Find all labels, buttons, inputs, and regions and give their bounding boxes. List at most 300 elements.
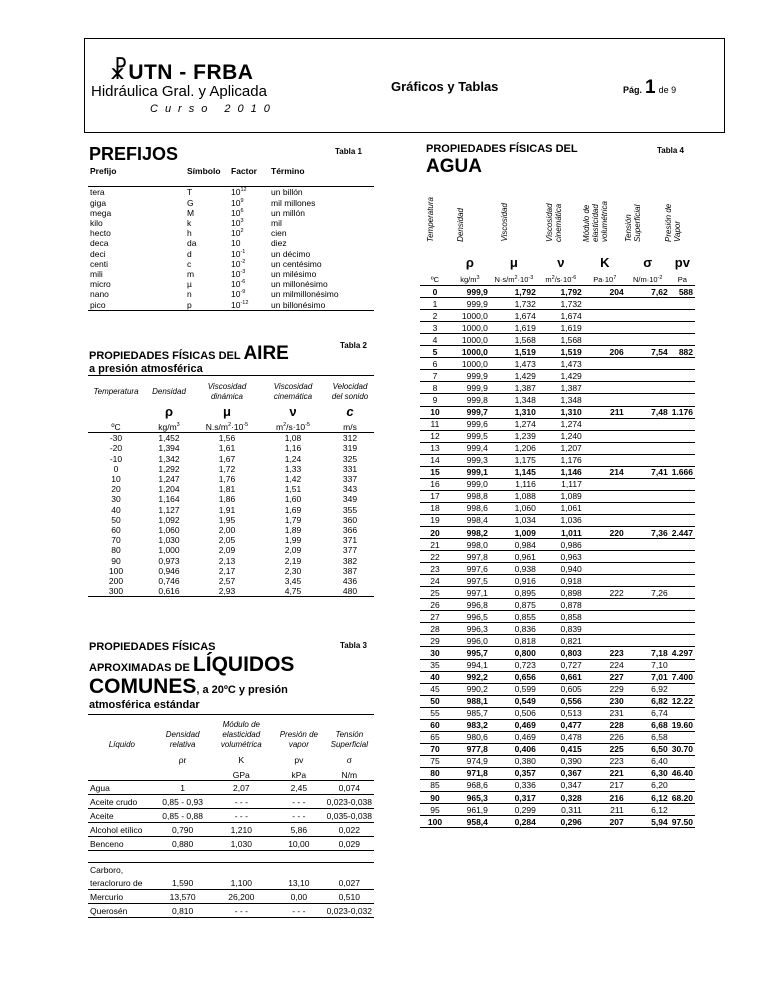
air-sound-speed: 355 xyxy=(342,504,358,515)
t3-rule xyxy=(88,714,374,715)
water-vapor-pressure: 1.666 xyxy=(671,467,693,478)
prefix-factor: $10^{-2}$ xyxy=(231,258,246,269)
liquid-surface-tension: 0,027 xyxy=(325,876,374,890)
t4-header: Viscosidad cinemática xyxy=(545,203,563,242)
air-density: 1,204 xyxy=(158,484,180,495)
water-temperature: 80 xyxy=(420,767,450,779)
water-surface-tension xyxy=(626,490,670,502)
prefix-term: un décimo xyxy=(271,248,311,259)
water-kin-viscosity: 0,415 xyxy=(538,743,584,755)
water-vapor-pressure xyxy=(670,611,695,623)
table-row xyxy=(420,767,695,779)
liquid-vapor-pressure: 13,10 xyxy=(273,876,325,890)
water-surface-tension: 7,18 xyxy=(626,647,670,659)
rho-symbol: ρ xyxy=(465,255,474,270)
water-vapor-pressure: 588 xyxy=(670,286,695,298)
water-viscosity: 1,145 xyxy=(490,466,538,478)
water-modulus xyxy=(584,454,626,466)
water-kin-viscosity: 1,146 xyxy=(538,466,584,478)
air-sound-speed: 382 xyxy=(342,555,358,566)
table-row xyxy=(420,647,695,659)
header-logo: ☧UTN - FRBA xyxy=(109,58,254,85)
water-modulus: 214 xyxy=(584,466,626,478)
liquid-surface-tension xyxy=(325,863,374,877)
water-vapor-pressure xyxy=(670,575,695,587)
water-kin-viscosity: 1,117 xyxy=(538,478,584,490)
air-density: 1,452 xyxy=(158,433,180,444)
rho-symbol: ρ xyxy=(164,404,174,419)
water-kin-viscosity: 0,311 xyxy=(538,804,584,816)
water-temperature: 28 xyxy=(420,623,450,635)
liquid-modulus xyxy=(210,863,274,877)
header-section: Gráficos y Tablas xyxy=(391,79,499,94)
t2-header: Temperatura xyxy=(93,387,139,396)
water-density: 997,8 xyxy=(450,551,490,563)
water-temperature: 8 xyxy=(420,382,450,394)
water-temperature: 95 xyxy=(420,804,450,816)
air-kin-viscosity: 1,69 xyxy=(284,504,302,515)
air-dyn-viscosity: 2,57 xyxy=(218,575,236,586)
water-surface-tension xyxy=(626,310,670,322)
t3-symbol: σ xyxy=(346,755,352,765)
liquid-density: 0,810 xyxy=(156,904,210,918)
table-row xyxy=(420,539,695,551)
liquid-vapor-pressure: 2,45 xyxy=(273,781,325,795)
header-subtitle: Hidráulica Gral. y Aplicada xyxy=(91,83,267,100)
air-sound-speed: 436 xyxy=(342,575,358,586)
water-surface-tension: 7,10 xyxy=(626,659,670,671)
water-density: 997,1 xyxy=(450,587,490,599)
water-kin-viscosity: 0,296 xyxy=(538,816,584,828)
water-vapor-pressure xyxy=(670,623,695,635)
prefix-name: centi xyxy=(90,258,108,269)
water-modulus xyxy=(584,623,626,635)
air-temperature: 50 xyxy=(111,514,121,525)
water-vapor-pressure xyxy=(670,779,695,791)
water-density: 996,0 xyxy=(450,635,490,647)
water-viscosity: 1,239 xyxy=(490,430,538,442)
water-surface-tension xyxy=(626,430,670,442)
water-temperature: 17 xyxy=(420,490,450,502)
liquid-density: 1,590 xyxy=(156,876,210,890)
table-row xyxy=(420,719,695,731)
prefix-name: giga xyxy=(90,197,107,208)
table-row xyxy=(420,792,695,804)
water-viscosity: 0,800 xyxy=(490,647,538,659)
water-density: 996,3 xyxy=(450,623,490,635)
water-viscosity: 1,568 xyxy=(490,334,538,346)
water-density: 998,2 xyxy=(450,526,490,538)
water-surface-tension xyxy=(626,370,670,382)
water-viscosity: 0,299 xyxy=(490,804,538,816)
water-temperature: 0 xyxy=(420,286,450,298)
water-kin-viscosity: 1,176 xyxy=(538,454,584,466)
prefix-factor: $10^{-9}$ xyxy=(231,289,246,300)
liquid-vapor-pressure: 0,00 xyxy=(273,890,325,904)
water-kin-viscosity: 1,036 xyxy=(538,514,584,526)
air-dyn-viscosity: 1,86 xyxy=(218,494,236,505)
air-density: 0,946 xyxy=(158,565,180,576)
spacer-row xyxy=(88,851,374,863)
water-viscosity: 1,792 xyxy=(490,286,538,298)
water-vapor-pressure xyxy=(670,382,695,394)
water-viscosity: 0,336 xyxy=(490,779,538,791)
t3-unit: N/m xyxy=(325,770,374,781)
table-row xyxy=(88,545,374,555)
air-dyn-viscosity: 2,09 xyxy=(218,545,236,556)
water-density: 1000,0 xyxy=(450,334,490,346)
water-temperature: 16 xyxy=(420,478,450,490)
t3-header: Presión de vapor xyxy=(279,730,318,749)
t2-unit: $N.s/m^2\cdot 10^{-5}$ xyxy=(194,422,260,433)
liquid-vapor-pressure: - - - xyxy=(273,904,325,918)
prefix-term: un milmillonésimo xyxy=(271,289,339,300)
air-kin-viscosity: 1,79 xyxy=(284,514,302,525)
water-kin-viscosity: 1,473 xyxy=(538,358,584,370)
table-row xyxy=(88,525,374,535)
water-modulus: 231 xyxy=(584,707,626,719)
table-row xyxy=(420,659,695,671)
prefix-symbol: d xyxy=(187,248,192,259)
air-dyn-viscosity: 2,00 xyxy=(218,524,236,535)
water-kin-viscosity: 0,986 xyxy=(538,539,584,551)
air-density: 1,127 xyxy=(158,504,180,515)
air-density: 1,164 xyxy=(158,494,180,505)
water-temperature: 55 xyxy=(420,707,450,719)
water-density: 968,6 xyxy=(450,779,490,791)
water-surface-tension xyxy=(626,563,670,575)
liquid-modulus: 1,100 xyxy=(210,876,274,890)
water-modulus xyxy=(584,563,626,575)
table-row xyxy=(420,382,695,394)
water-kin-viscosity: 0,328 xyxy=(538,792,584,804)
liquid-vapor-pressure xyxy=(273,863,325,877)
prefix-term: un millón xyxy=(271,207,306,218)
water-viscosity: 1,387 xyxy=(490,382,538,394)
water-viscosity: 1,175 xyxy=(490,454,538,466)
air-sound-speed: 480 xyxy=(326,586,374,597)
water-density: 990,2 xyxy=(450,683,490,695)
air-temperature: 90 xyxy=(111,555,121,566)
t2-header: Viscosidad dinámica xyxy=(207,382,247,401)
table-row xyxy=(88,299,374,310)
water-surface-tension: 6,74 xyxy=(626,707,670,719)
water-modulus: 221 xyxy=(584,767,626,779)
t4-header: Viscosidad xyxy=(500,203,509,242)
water-viscosity: 0,469 xyxy=(490,719,538,731)
air-kin-viscosity: 4,75 xyxy=(260,586,326,597)
water-modulus xyxy=(584,599,626,611)
water-temperature: 21 xyxy=(420,539,450,551)
water-density: 965,3 xyxy=(450,792,490,804)
water-modulus: 217 xyxy=(584,779,626,791)
air-kin-viscosity: 1,99 xyxy=(284,535,302,546)
liquid-name: Aceite xyxy=(88,809,156,823)
t1-tag: Tabla 1 xyxy=(335,147,362,156)
water-viscosity: 0,317 xyxy=(490,792,538,804)
water-modulus xyxy=(584,502,626,514)
prefix-factor: $10^9$ xyxy=(231,197,244,208)
water-vapor-pressure xyxy=(670,334,695,346)
water-density: 983,2 xyxy=(450,719,490,731)
water-temperature: 70 xyxy=(420,743,450,755)
table-row xyxy=(88,208,374,218)
water-vapor-pressure xyxy=(670,502,695,514)
air-sound-speed: 387 xyxy=(342,565,358,576)
water-kin-viscosity: 0,803 xyxy=(538,647,584,659)
air-dyn-viscosity: 2,93 xyxy=(194,586,260,597)
air-temperature: 20 xyxy=(111,484,121,495)
water-modulus: 211 xyxy=(584,804,626,816)
table-row xyxy=(88,289,374,299)
air-dyn-viscosity: 1,95 xyxy=(218,514,236,525)
t1-header: Término xyxy=(271,166,305,177)
water-density: 996,8 xyxy=(450,599,490,611)
table-row xyxy=(88,904,374,918)
water-temperature: 27 xyxy=(420,611,450,623)
air-sound-speed: 343 xyxy=(342,484,358,495)
water-temperature: 7 xyxy=(420,370,450,382)
prefix-factor: $10^{-12}$ xyxy=(229,299,269,310)
water-temperature: 26 xyxy=(420,599,450,611)
air-kin-viscosity: 1,60 xyxy=(284,494,302,505)
water-viscosity: 1,060 xyxy=(490,502,538,514)
prefix-symbol: m xyxy=(187,268,195,279)
water-kin-viscosity: 1,011 xyxy=(538,526,584,538)
water-viscosity: 1,519 xyxy=(490,346,538,358)
water-kin-viscosity: 1,519 xyxy=(538,346,584,358)
water-vapor-pressure: 97.50 xyxy=(671,816,693,827)
prefix-factor: $10^6$ xyxy=(231,207,244,218)
liquid-surface-tension: 0,022 xyxy=(325,823,374,837)
water-kin-viscosity: 0,918 xyxy=(538,575,584,587)
water-surface-tension xyxy=(626,635,670,647)
water-density: 994,1 xyxy=(450,659,490,671)
water-surface-tension xyxy=(626,358,670,370)
table-row xyxy=(88,259,374,269)
table-row xyxy=(420,635,695,647)
air-temperature: -20 xyxy=(109,443,123,454)
water-modulus xyxy=(584,370,626,382)
water-vapor-pressure xyxy=(670,322,695,334)
liquid-vapor-pressure: 10,00 xyxy=(273,837,325,851)
water-modulus: 222 xyxy=(584,587,626,599)
liquid-surface-tension: 0,510 xyxy=(325,890,374,904)
water-vapor-pressure xyxy=(670,442,695,454)
water-modulus: 220 xyxy=(584,526,626,538)
prefix-term: un billonésimo xyxy=(269,299,374,310)
t3-tag: Tabla 3 xyxy=(340,641,367,650)
water-modulus xyxy=(584,298,626,310)
water-surface-tension: 6,92 xyxy=(626,683,670,695)
table-row xyxy=(420,551,695,563)
air-sound-speed: 360 xyxy=(342,514,358,525)
prefix-symbol: k xyxy=(187,218,192,229)
air-temperature: 70 xyxy=(111,535,121,546)
table-row xyxy=(88,218,374,228)
water-viscosity: 0,961 xyxy=(490,551,538,563)
water-kin-viscosity: 0,940 xyxy=(538,563,584,575)
table-row xyxy=(88,187,374,198)
water-vapor-pressure xyxy=(670,599,695,611)
water-vapor-pressure xyxy=(670,755,695,767)
table-row xyxy=(88,781,374,795)
table-row xyxy=(420,298,695,310)
water-kin-viscosity: 1,061 xyxy=(538,502,584,514)
water-viscosity: 1,034 xyxy=(490,514,538,526)
water-kin-viscosity: 0,821 xyxy=(538,635,584,647)
air-kin-viscosity: 1,89 xyxy=(284,524,302,535)
water-modulus: 226 xyxy=(584,731,626,743)
liquid-modulus: 1,210 xyxy=(210,823,274,837)
water-viscosity: 0,469 xyxy=(490,731,538,743)
air-sound-speed: 377 xyxy=(342,545,358,556)
water-density: 999,9 xyxy=(450,286,490,298)
water-modulus xyxy=(584,478,626,490)
t1-title: PREFIJOS xyxy=(89,144,179,164)
t4-unit: Pa xyxy=(670,274,695,286)
water-temperature: 14 xyxy=(420,454,450,466)
water-density: 999,1 xyxy=(450,466,490,478)
t4-unit: ºC xyxy=(420,274,450,286)
t3-title2: APROXIMADAS DE LÍQUIDOS xyxy=(89,653,295,676)
water-surface-tension xyxy=(626,551,670,563)
water-density: 1000,0 xyxy=(450,358,490,370)
water-modulus: 206 xyxy=(584,346,626,358)
water-temperature: 15 xyxy=(420,466,450,478)
liquid-vapor-pressure: - - - xyxy=(273,795,325,809)
water-kin-viscosity: 0,727 xyxy=(538,659,584,671)
air-temperature: 300 xyxy=(88,586,144,597)
water-density: 997,5 xyxy=(450,575,490,587)
water-modulus xyxy=(584,442,626,454)
table-row xyxy=(88,795,374,809)
water-vapor-pressure xyxy=(670,551,695,563)
t2-title: PROPIEDADES FÍSICAS DEL AIRE xyxy=(89,343,289,364)
water-density: 999,9 xyxy=(450,370,490,382)
liquid-density: 1 xyxy=(156,781,210,795)
water-vapor-pressure xyxy=(670,418,695,430)
water-modulus xyxy=(584,358,626,370)
water-temperature: 40 xyxy=(420,671,450,683)
table-row xyxy=(88,505,374,515)
water-vapor-pressure xyxy=(670,454,695,466)
water-surface-tension: 6,12 xyxy=(626,804,670,816)
water-density: 1000,0 xyxy=(450,346,490,358)
liquid-name: Mercurio xyxy=(88,890,156,904)
water-vapor-pressure xyxy=(670,587,695,599)
table-row xyxy=(420,707,695,719)
t2-unit: $kg/m^3$ xyxy=(144,422,194,433)
water-density: 995,7 xyxy=(450,647,490,659)
liquid-vapor-pressure: 5,86 xyxy=(273,823,325,837)
t2-tag: Tabla 2 xyxy=(340,341,367,350)
water-temperature: 20 xyxy=(420,526,450,538)
table-row xyxy=(420,502,695,514)
water-temperature: 1 xyxy=(420,298,450,310)
water-temperature: 13 xyxy=(420,442,450,454)
air-density: 1,292 xyxy=(158,463,180,474)
water-density: 999,5 xyxy=(450,430,490,442)
water-vapor-pressure xyxy=(670,514,695,526)
air-temperature: -30 xyxy=(109,433,123,444)
nu-symbol: ν xyxy=(557,255,565,270)
mu-symbol: μ xyxy=(223,404,231,419)
liquid-modulus: 26,200 xyxy=(210,890,274,904)
air-dyn-viscosity: 1,67 xyxy=(218,453,236,464)
table-row xyxy=(88,238,374,248)
water-density: 980,6 xyxy=(450,731,490,743)
water-viscosity: 1,310 xyxy=(490,406,538,418)
liquid-name: Agua xyxy=(88,781,156,795)
water-viscosity: 0,818 xyxy=(490,635,538,647)
water-temperature: 2 xyxy=(420,310,450,322)
water-density: 999,0 xyxy=(450,478,490,490)
liquid-name: Aceite crudo xyxy=(88,795,156,809)
prefix-name: mili xyxy=(90,268,103,279)
water-surface-tension: 7,01 xyxy=(626,671,670,683)
prefixes-table xyxy=(88,166,374,311)
water-viscosity: 0,938 xyxy=(490,563,538,575)
air-kin-viscosity: 2,19 xyxy=(284,555,302,566)
water-kin-viscosity: 1,732 xyxy=(538,298,584,310)
water-viscosity: 0,984 xyxy=(490,539,538,551)
water-viscosity: 1,619 xyxy=(490,322,538,334)
water-temperature: 3 xyxy=(420,322,450,334)
liquid-density xyxy=(156,863,210,877)
water-surface-tension: 7,48 xyxy=(626,406,670,418)
water-modulus xyxy=(584,539,626,551)
air-temperature: 80 xyxy=(111,545,121,556)
table-row xyxy=(420,671,695,683)
air-dyn-viscosity: 1,91 xyxy=(218,504,236,515)
water-viscosity: 0,599 xyxy=(490,683,538,695)
t2-subtitle: a presión atmosférica xyxy=(89,363,203,375)
water-density: 1000,0 xyxy=(450,322,490,334)
water-viscosity: 0,284 xyxy=(490,816,538,828)
water-kin-viscosity: 0,478 xyxy=(538,731,584,743)
table-row xyxy=(88,454,374,464)
water-viscosity: 1,274 xyxy=(490,418,538,430)
table-row xyxy=(420,526,695,538)
c-symbol: c xyxy=(346,404,354,419)
water-kin-viscosity: 0,390 xyxy=(538,755,584,767)
table-row xyxy=(420,623,695,635)
t2-header: Viscosidad cinemática xyxy=(273,382,313,401)
water-temperature: 12 xyxy=(420,430,450,442)
water-viscosity: 0,895 xyxy=(490,587,538,599)
liquids-table xyxy=(88,720,374,918)
water-temperature: 75 xyxy=(420,755,450,767)
water-temperature: 29 xyxy=(420,635,450,647)
liquid-name: Querosén xyxy=(88,904,156,918)
water-viscosity: 1,473 xyxy=(490,358,538,370)
table-row xyxy=(420,611,695,623)
water-density: 988,1 xyxy=(450,695,490,707)
water-viscosity: 1,674 xyxy=(490,310,538,322)
water-viscosity: 0,380 xyxy=(490,755,538,767)
pv-symbol: pv xyxy=(674,255,690,270)
water-surface-tension: 6,58 xyxy=(626,731,670,743)
water-surface-tension xyxy=(626,623,670,635)
water-vapor-pressure: 1.176 xyxy=(671,407,693,418)
water-surface-tension: 6,82 xyxy=(626,695,670,707)
water-vapor-pressure xyxy=(670,298,695,310)
water-density: 999,4 xyxy=(450,442,490,454)
water-modulus xyxy=(584,575,626,587)
water-vapor-pressure xyxy=(670,358,695,370)
water-viscosity: 0,406 xyxy=(490,743,538,755)
